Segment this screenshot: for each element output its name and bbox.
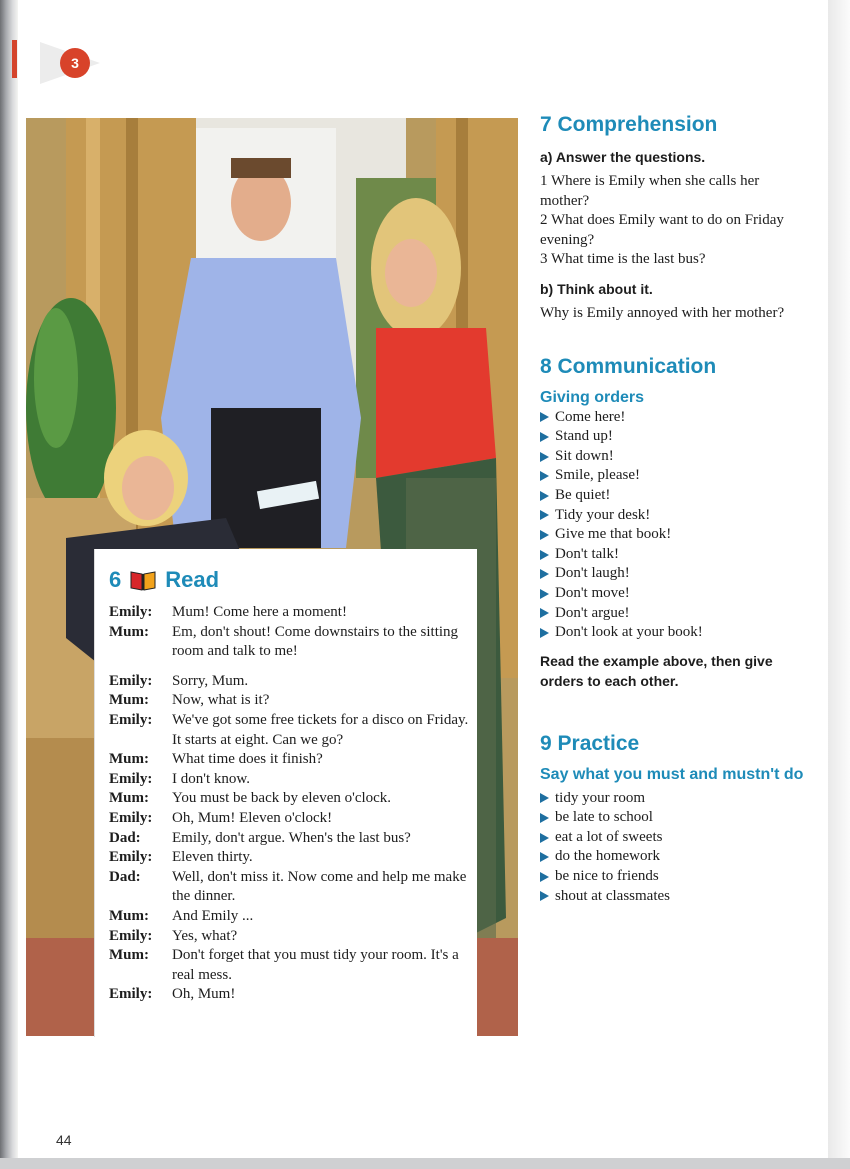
bullet-arrow-icon bbox=[540, 569, 549, 579]
order-text: Don't move! bbox=[555, 584, 630, 601]
dialogue-line bbox=[109, 907, 471, 927]
list-item bbox=[540, 808, 810, 828]
list-item bbox=[540, 486, 810, 506]
line-text: And Emily ... bbox=[172, 907, 254, 924]
order-text: Tidy your desk! bbox=[555, 506, 651, 523]
order-text: Be quiet! bbox=[555, 486, 611, 503]
order-text: Stand up! bbox=[555, 428, 613, 445]
practice-heading: 9 Practice bbox=[540, 731, 640, 755]
practice-text: do the homework bbox=[555, 848, 660, 865]
page-edge-bottom bbox=[0, 1158, 850, 1169]
speaker: Emily: bbox=[109, 672, 153, 689]
dialogue-line bbox=[109, 829, 471, 849]
orders-list bbox=[540, 408, 810, 643]
line-text: I don't know. bbox=[172, 770, 250, 787]
order-text: Come here! bbox=[555, 408, 626, 425]
list-item bbox=[540, 789, 810, 809]
dialogue bbox=[109, 603, 471, 1005]
speaker: Dad: bbox=[109, 868, 141, 885]
list-item bbox=[540, 506, 810, 526]
bullet-arrow-icon bbox=[540, 530, 549, 540]
line-text: Sorry, Mum. bbox=[172, 672, 249, 689]
order-text: Don't talk! bbox=[555, 545, 619, 562]
communication-heading: 8 Communication bbox=[540, 354, 717, 378]
line-text: Emily, don't argue. When's the last bus? bbox=[172, 829, 411, 846]
line-text: Now, what is it? bbox=[172, 692, 270, 709]
line-text: Em, don't shout! Come downstairs to the sitting room and talk to me! bbox=[172, 623, 459, 660]
speaker: Emily: bbox=[109, 770, 153, 787]
list-item bbox=[540, 545, 810, 565]
dialogue-line bbox=[109, 868, 471, 907]
bullet-arrow-icon bbox=[540, 452, 549, 462]
order-text: Don't argue! bbox=[555, 604, 630, 621]
practice-text: be late to school bbox=[555, 809, 653, 826]
list-item bbox=[540, 427, 810, 447]
list-item bbox=[540, 447, 810, 467]
line-text: Eleven thirty. bbox=[172, 849, 253, 866]
bullet-arrow-icon bbox=[540, 491, 549, 501]
dialogue-line bbox=[109, 711, 471, 750]
bullet-arrow-icon bbox=[540, 891, 549, 901]
exercise-column bbox=[540, 112, 810, 906]
comprehension-part-a-title: a) Answer the questions. bbox=[540, 149, 706, 165]
read-title: Read bbox=[165, 567, 220, 592]
line-text: Mum! Come here a moment! bbox=[172, 604, 347, 620]
dialogue-line bbox=[109, 691, 471, 711]
speaker: Emily: bbox=[109, 849, 153, 866]
line-text: What time does it finish? bbox=[172, 751, 323, 768]
practice-subheading: Say what you must and mustn't do bbox=[540, 765, 804, 783]
page-edge-right bbox=[828, 0, 850, 1169]
speaker: Emily: bbox=[109, 986, 153, 1003]
book-spine bbox=[0, 0, 18, 1169]
list-item bbox=[540, 847, 810, 867]
order-text: Don't look at your book! bbox=[555, 624, 703, 641]
line-text: Well, don't miss it. Now come and help me make the dinner. bbox=[172, 868, 467, 905]
line-text: We've got some free tickets for a disco on Friday. It starts at eight. Can we go? bbox=[172, 711, 469, 748]
comprehension-part-b-title: b) Think about it. bbox=[540, 280, 653, 297]
speaker: Mum: bbox=[109, 790, 149, 807]
reading-box bbox=[94, 549, 477, 1037]
bullet-arrow-icon bbox=[540, 412, 549, 422]
read-number: 6 bbox=[109, 567, 122, 592]
unit-number-badge: 3 bbox=[60, 48, 90, 78]
line-text: Yes, what? bbox=[172, 927, 238, 944]
bullet-arrow-icon bbox=[540, 628, 549, 638]
dialogue-line bbox=[109, 848, 471, 868]
practice-text: be nice to friends bbox=[555, 868, 659, 885]
bullet-arrow-icon bbox=[540, 550, 549, 560]
practice-list bbox=[540, 789, 810, 907]
bullet-arrow-icon bbox=[540, 872, 549, 882]
order-text: Give me that book! bbox=[555, 526, 672, 543]
dialogue-line bbox=[109, 672, 471, 692]
speaker: Emily: bbox=[109, 604, 153, 620]
dialogue-line bbox=[109, 946, 471, 985]
dialogue-line bbox=[109, 809, 471, 829]
comprehension-heading: 7 Comprehension bbox=[540, 113, 718, 136]
practice-text: eat a lot of sweets bbox=[555, 828, 663, 845]
bullet-arrow-icon bbox=[540, 608, 549, 618]
bullet-arrow-icon bbox=[540, 432, 549, 442]
dialogue-line bbox=[109, 623, 471, 662]
speaker: Emily: bbox=[109, 927, 153, 944]
list-item bbox=[540, 466, 810, 486]
line-text: Oh, Mum! bbox=[172, 986, 236, 1003]
bullet-arrow-icon bbox=[540, 833, 549, 843]
book-icon bbox=[129, 569, 157, 591]
order-text: Don't laugh! bbox=[555, 565, 630, 582]
list-item bbox=[540, 584, 810, 604]
order-text: Smile, please! bbox=[555, 467, 640, 484]
list-item bbox=[540, 867, 810, 887]
line-text: Don't forget that you must tidy your room. It's a real mess. bbox=[172, 947, 459, 983]
speaker: Mum: bbox=[109, 692, 149, 709]
line-text: Oh, Mum! Eleven o'clock! bbox=[172, 809, 333, 826]
speaker: Emily: bbox=[109, 711, 153, 728]
speaker: Mum: bbox=[109, 623, 149, 640]
practice-text: tidy your room bbox=[555, 789, 645, 806]
list-item bbox=[540, 828, 810, 848]
speaker: Mum: bbox=[109, 751, 149, 768]
list-item bbox=[540, 604, 810, 624]
list-item bbox=[540, 564, 810, 584]
speaker: Emily: bbox=[109, 809, 153, 826]
dialogue-line bbox=[109, 985, 471, 1005]
list-item bbox=[540, 408, 810, 428]
dialogue-line bbox=[109, 927, 471, 947]
speaker: Mum: bbox=[109, 947, 149, 964]
speaker: Dad: bbox=[109, 829, 141, 846]
question-item: 3 What time is the last bus? bbox=[540, 251, 706, 268]
line-text: You must be back by eleven o'clock. bbox=[172, 790, 392, 807]
bullet-arrow-icon bbox=[540, 793, 549, 803]
bullet-arrow-icon bbox=[540, 589, 549, 599]
bullet-arrow-icon bbox=[540, 813, 549, 823]
order-text: Sit down! bbox=[555, 447, 614, 464]
unit-tab-marker bbox=[12, 40, 17, 78]
practice-text: shout at classmates bbox=[555, 887, 670, 904]
think-question: Why is Emily annoyed with her mother? bbox=[540, 304, 785, 321]
communication-subheading: Giving orders bbox=[540, 388, 645, 406]
list-item bbox=[540, 623, 810, 643]
dialogue-line bbox=[109, 770, 471, 790]
question-item: 1 Where is Emily when she calls her mother? bbox=[540, 173, 760, 209]
read-heading bbox=[109, 567, 219, 593]
speaker: Mum: bbox=[109, 907, 149, 924]
page-number: 44 bbox=[56, 1132, 72, 1148]
communication-instruction: Read the example above, then give orders to each other. bbox=[540, 652, 773, 689]
question-item: 2 What does Emily want to do on Friday evening? bbox=[540, 212, 784, 248]
bullet-arrow-icon bbox=[540, 510, 549, 520]
list-item bbox=[540, 525, 810, 545]
list-item bbox=[540, 887, 810, 907]
dialogue-line bbox=[109, 603, 471, 623]
dialogue-line bbox=[109, 789, 471, 809]
dialogue-line bbox=[109, 750, 471, 770]
bullet-arrow-icon bbox=[540, 852, 549, 862]
bullet-arrow-icon bbox=[540, 471, 549, 481]
